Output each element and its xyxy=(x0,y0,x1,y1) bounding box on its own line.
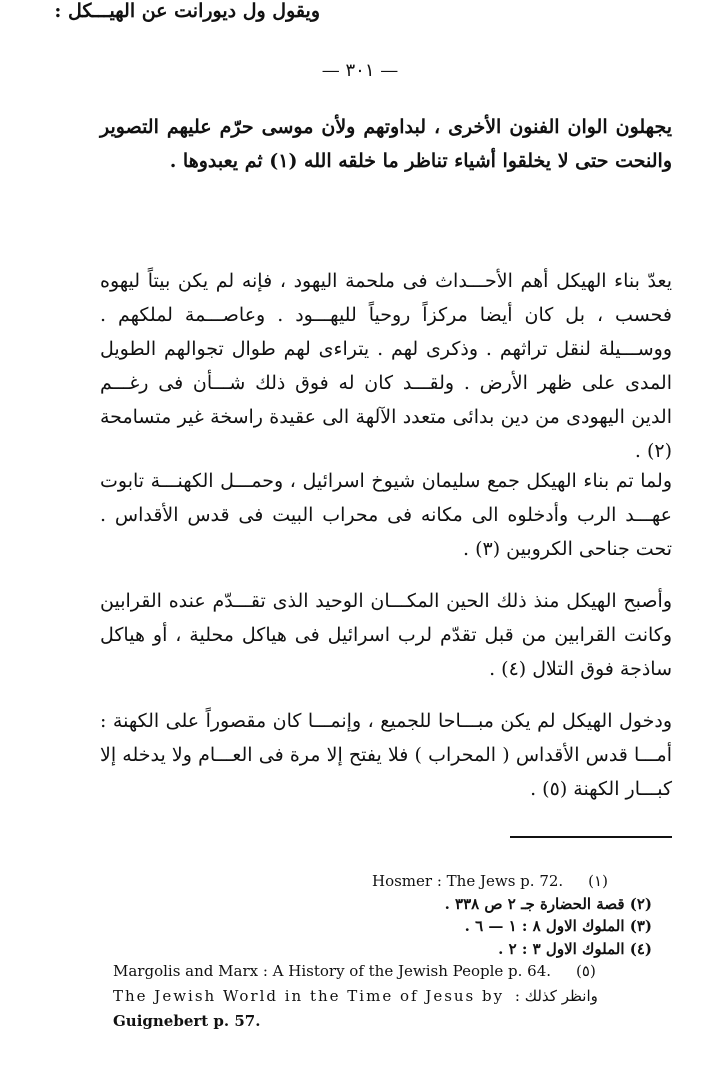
body-paragraph-1: يعدّ بناء الهيكل أهم الأحـــداث فى ملحمة اليهود ، فإنه لم يكن بيتاً ليهوه فحسب ، بل كان أيضا مركزاً روحياً لليهـــود . وعاصـــمة لملكهم . ووســـيلة لنقل تراثهم . وذكرى لهم . يتراءى لهم طوال تجوالهم الطويل المدى على ظهر الأرض . ولقـــد كان له فوق ذلك شـــأن فى رغـــم الدين اليهودى من دين بدائى متعدد الآلهة الى عقيدة راسخة غير متسامحة (٢) . xyxy=(100,270,672,462)
footnote-5-marker: (٥) xyxy=(576,962,596,980)
body-paragraph-2: ولما تم بناء الهيكل جمع سليمان شيوخ اسرائيل ، وحمـــل الكهنـــة تابوت عهـــد الرب وأدخلوه الى مكانه فى محراب البيت فى قدس الأقداس . تحت جناحى الكروبين (٣) . xyxy=(100,470,672,560)
footnote-5-continuation xyxy=(113,985,598,1008)
footnote-5-end: Guignebert p. 57. xyxy=(113,1012,261,1030)
footnote-1 xyxy=(372,870,608,893)
footnote-divider xyxy=(510,836,672,838)
footnote-2: (٢) قصة الحضارة جـ ٢ ص ٣٣٨ . xyxy=(444,895,652,913)
footnote-5-cont-english: The Jewish World in the Time of Jesus by xyxy=(113,987,505,1005)
body-paragraph-3: وأصبح الهيكل منذ ذلك الحين المكـــان الوحيد الذى تقـــدّم عنده القرابين وكانت القرابين من قبل تقدّم لرب اسرائيل فى هياكل محلية ، أو هياكل ساذجة فوق التلال (٤) . xyxy=(100,590,672,680)
section-heading: ويقول ول ديورانت عن الهيـــكل : xyxy=(54,0,320,22)
footnote-5-cont-arabic: وانظر كذلك : xyxy=(514,987,598,1005)
page-number: — ٣٠١ — xyxy=(321,60,399,81)
footnote-5 xyxy=(113,960,596,983)
intro-paragraph: يجهلون الوان الفنون الأخرى ، لبداوتهم ولأن موسى حرّم عليهم التصوير والنحت حتى لا يخلقوا أشياء تناظر ما خلقه الله (١) ثم يعبدوها . xyxy=(100,116,672,172)
footnote-4: (٤) الملوك الاول ٣ : ٢ . xyxy=(498,940,652,958)
body-paragraph-4: ودخول الهيكل لم يكن مبـــاحا للجميع ، وإنمـــا كان مقصوراً على الكهنة : أمـــا قدس الأقداس ( المحراب ) فلا يفتح إلا مرة فى العـــام ولا يدخله إلا كبـــار الكهنة (٥) . xyxy=(100,710,672,800)
footnote-1-marker: (١) xyxy=(588,872,608,890)
footnote-3: (٣) الملوك الاول ٨ : ١ — ٦ . xyxy=(464,917,652,935)
footnote-1-text: Hosmer : The Jews p. 72. xyxy=(372,872,564,890)
footnote-5-text: Margolis and Marx : A History of the Jewish People p. 64. xyxy=(113,962,552,980)
